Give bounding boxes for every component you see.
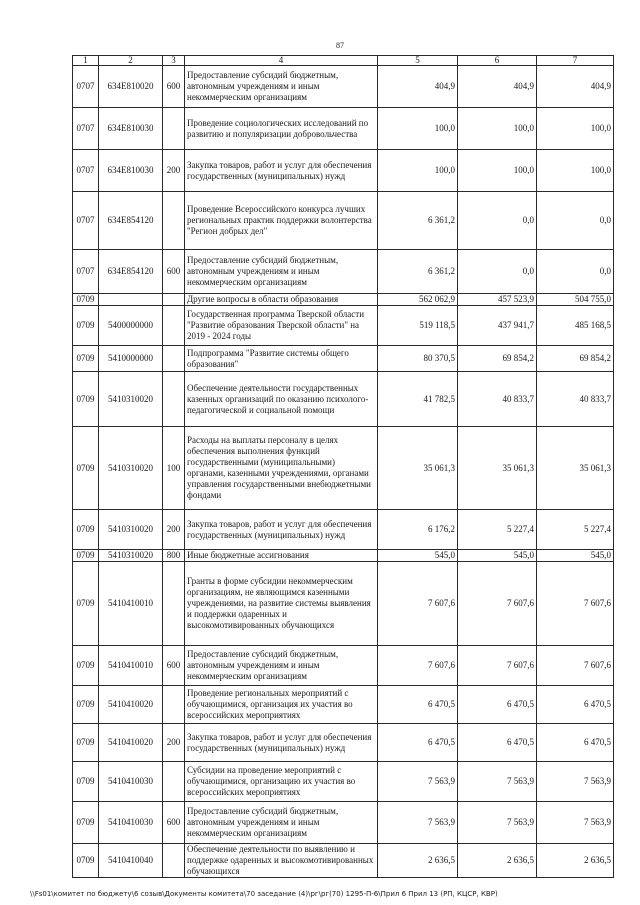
description-cell: Предоставление субсидий бюджетным, автономным учреждениям и иным некоммерческим организациям (185, 646, 378, 686)
amount-year2-cell: 7 563,9 (458, 762, 537, 802)
expense-type-cell (163, 762, 185, 802)
table-row (73, 802, 614, 844)
table-row (73, 306, 614, 346)
amount-year2-cell: 545,0 (458, 550, 537, 562)
section-code-cell: 0707 (73, 108, 99, 150)
section-code-cell: 0707 (73, 66, 99, 108)
amount-year3-cell: 504 755,0 (537, 294, 614, 306)
column-header: 3 (163, 56, 185, 66)
amount-year1-cell: 6 176,2 (378, 510, 458, 550)
table-body (73, 66, 614, 878)
amount-year2-cell: 40 833,7 (458, 372, 537, 427)
target-article-cell: 5410310020 (99, 427, 163, 510)
description-cell: Субсидии на проведение мероприятий с обучающимися, организацию их участия во всероссийских мероприятиях (185, 762, 378, 802)
section-code-cell: 0709 (73, 372, 99, 427)
page-number: 87 (336, 41, 344, 50)
description-cell: Проведение социологических исследований по развитию и популяризации добровольчества (185, 108, 378, 150)
column-header: 6 (458, 56, 537, 66)
table-row (73, 562, 614, 646)
amount-year2-cell: 457 523,9 (458, 294, 537, 306)
description-cell: Расходы на выплаты персоналу в целях обеспечения выполнения функций государственными (муниципальными) органами, казенными учреждениями, органами управления государственными внебюджетными фондами (185, 427, 378, 510)
table-row (73, 372, 614, 427)
target-article-cell: 634E810020 (99, 66, 163, 108)
amount-year2-cell: 0,0 (458, 250, 537, 294)
amount-year2-cell: 2 636,5 (458, 844, 537, 878)
expense-type-cell: 600 (163, 802, 185, 844)
amount-year2-cell: 35 061,3 (458, 427, 537, 510)
amount-year3-cell: 485 168,5 (537, 306, 614, 346)
table-row (73, 510, 614, 550)
amount-year2-cell: 7 563,9 (458, 802, 537, 844)
target-article-cell: 634E854120 (99, 250, 163, 294)
section-code-cell: 0709 (73, 802, 99, 844)
description-cell: Закупка товаров, работ и услуг для обеспечения государственных (муниципальных) нужд (185, 150, 378, 192)
budget-table (72, 55, 614, 878)
amount-year1-cell: 100,0 (378, 150, 458, 192)
target-article-cell: 5400000000 (99, 306, 163, 346)
description-cell: Предоставление субсидий бюджетным, автономным учреждениям и иным некоммерческим организациям (185, 802, 378, 844)
description-cell: Предоставление субсидий бюджетным, автономным учреждениям и иным некоммерческим организациям (185, 250, 378, 294)
expense-type-cell (163, 306, 185, 346)
target-article-cell: 5410410010 (99, 562, 163, 646)
amount-year3-cell: 35 061,3 (537, 427, 614, 510)
description-cell: Обеспечение деятельности по выявлению и поддержке одаренных и высокомотивированных обучающихся (185, 844, 378, 878)
expense-type-cell (163, 844, 185, 878)
description-cell: Проведение региональных мероприятий с обучающимися, организация их участия во всероссийских мероприятиях (185, 686, 378, 724)
target-article-cell: 5410000000 (99, 346, 163, 372)
target-article-cell: 5410310020 (99, 372, 163, 427)
section-code-cell: 0709 (73, 427, 99, 510)
description-cell: Другие вопросы в области образования (185, 294, 378, 306)
amount-year1-cell: 100,0 (378, 108, 458, 150)
amount-year2-cell: 6 470,5 (458, 724, 537, 762)
column-header: 7 (537, 56, 614, 66)
amount-year1-cell: 2 636,5 (378, 844, 458, 878)
description-cell: Проведение Всероссийского конкурса лучших региональных практик поддержки волонтерства "Регион добрых дел" (185, 192, 378, 250)
section-code-cell: 0709 (73, 294, 99, 306)
column-header: 2 (99, 56, 163, 66)
expense-type-cell: 600 (163, 646, 185, 686)
expense-type-cell (163, 372, 185, 427)
target-article-cell: 5410410020 (99, 724, 163, 762)
amount-year2-cell: 5 227,4 (458, 510, 537, 550)
amount-year2-cell: 69 854,2 (458, 346, 537, 372)
amount-year1-cell: 519 118,5 (378, 306, 458, 346)
amount-year3-cell: 100,0 (537, 108, 614, 150)
description-cell: Государственная программа Тверской области "Развитие образования Тверской области" на 2019 - 2024 годы (185, 306, 378, 346)
table-row (73, 66, 614, 108)
amount-year3-cell: 7 563,9 (537, 802, 614, 844)
section-code-cell: 0709 (73, 510, 99, 550)
amount-year1-cell: 7 563,9 (378, 802, 458, 844)
description-cell: Закупка товаров, работ и услуг для обеспечения государственных (муниципальных) нужд (185, 724, 378, 762)
amount-year1-cell: 6 470,5 (378, 724, 458, 762)
amount-year1-cell: 6 361,2 (378, 192, 458, 250)
section-code-cell: 0709 (73, 346, 99, 372)
table-row (73, 108, 614, 150)
target-article-cell: 5410310020 (99, 510, 163, 550)
section-code-cell: 0709 (73, 686, 99, 724)
amount-year1-cell: 545,0 (378, 550, 458, 562)
amount-year3-cell: 545,0 (537, 550, 614, 562)
amount-year2-cell: 437 941,7 (458, 306, 537, 346)
expense-type-cell (163, 562, 185, 646)
amount-year3-cell: 40 833,7 (537, 372, 614, 427)
expense-type-cell (163, 346, 185, 372)
expense-type-cell: 800 (163, 550, 185, 562)
amount-year1-cell: 404,9 (378, 66, 458, 108)
amount-year3-cell: 2 636,5 (537, 844, 614, 878)
amount-year1-cell: 35 061,3 (378, 427, 458, 510)
target-article-cell: 5410410040 (99, 844, 163, 878)
description-cell: Предоставление субсидий бюджетным, автономным учреждениям и иным некоммерческим организациям (185, 66, 378, 108)
amount-year2-cell: 404,9 (458, 66, 537, 108)
amount-year2-cell: 0,0 (458, 192, 537, 250)
file-path-footer: \\Fs01\комитет по бюджету\6 созыв\Документы комитета\70 заседание (4)\рг\рг(70) 1295-П-6\Прил 6 Прил 13 (РП, КЦСР, КВР) (30, 890, 498, 898)
amount-year3-cell: 7 607,6 (537, 646, 614, 686)
description-cell: Обеспечение деятельности государственных казенных организаций по оказанию психолого-педагогической и социальной помощи (185, 372, 378, 427)
target-article-cell: 5410310020 (99, 550, 163, 562)
section-code-cell: 0707 (73, 192, 99, 250)
amount-year1-cell: 7 607,6 (378, 646, 458, 686)
amount-year3-cell: 0,0 (537, 192, 614, 250)
expense-type-cell: 200 (163, 724, 185, 762)
target-article-cell: 634E810030 (99, 108, 163, 150)
table-row (73, 550, 614, 562)
expense-type-cell: 200 (163, 150, 185, 192)
expense-type-cell: 100 (163, 427, 185, 510)
table-header-row (73, 56, 614, 66)
amount-year1-cell: 7 607,6 (378, 562, 458, 646)
table-row (73, 192, 614, 250)
description-cell: Гранты в форме субсидии некоммерческим организациям, не являющимся казенными учреждениями, на развитие системы выявления и поддержки одаренных и высокомотивированных обучающихся (185, 562, 378, 646)
amount-year3-cell: 6 470,5 (537, 724, 614, 762)
amount-year1-cell: 6 470,5 (378, 686, 458, 724)
column-header: 4 (185, 56, 378, 66)
table-row (73, 686, 614, 724)
amount-year1-cell: 562 062,9 (378, 294, 458, 306)
table-row (73, 427, 614, 510)
target-article-cell: 634E810030 (99, 150, 163, 192)
table-row (73, 150, 614, 192)
target-article-cell: 634E854120 (99, 192, 163, 250)
amount-year1-cell: 80 370,5 (378, 346, 458, 372)
section-code-cell: 0709 (73, 550, 99, 562)
description-cell: Закупка товаров, работ и услуг для обеспечения государственных (муниципальных) нужд (185, 510, 378, 550)
column-header: 1 (73, 56, 99, 66)
amount-year2-cell: 7 607,6 (458, 562, 537, 646)
amount-year2-cell: 7 607,6 (458, 646, 537, 686)
column-header: 5 (378, 56, 458, 66)
amount-year3-cell: 0,0 (537, 250, 614, 294)
table-row (73, 346, 614, 372)
section-code-cell: 0709 (73, 306, 99, 346)
amount-year1-cell: 6 361,2 (378, 250, 458, 294)
expense-type-cell (163, 192, 185, 250)
section-code-cell: 0709 (73, 562, 99, 646)
section-code-cell: 0709 (73, 646, 99, 686)
table-row (73, 646, 614, 686)
table-row (73, 724, 614, 762)
amount-year1-cell: 7 563,9 (378, 762, 458, 802)
section-code-cell: 0709 (73, 762, 99, 802)
amount-year3-cell: 7 563,9 (537, 762, 614, 802)
section-code-cell: 0709 (73, 844, 99, 878)
amount-year3-cell: 6 470,5 (537, 686, 614, 724)
expense-type-cell (163, 294, 185, 306)
section-code-cell: 0709 (73, 724, 99, 762)
table-row (73, 294, 614, 306)
target-article-cell: 5410410010 (99, 646, 163, 686)
table-row (73, 844, 614, 878)
target-article-cell (99, 294, 163, 306)
amount-year3-cell: 69 854,2 (537, 346, 614, 372)
section-code-cell: 0707 (73, 150, 99, 192)
amount-year2-cell: 100,0 (458, 108, 537, 150)
expense-type-cell: 600 (163, 66, 185, 108)
expense-type-cell (163, 108, 185, 150)
expense-type-cell: 200 (163, 510, 185, 550)
amount-year3-cell: 404,9 (537, 66, 614, 108)
target-article-cell: 5410410030 (99, 802, 163, 844)
amount-year2-cell: 100,0 (458, 150, 537, 192)
amount-year2-cell: 6 470,5 (458, 686, 537, 724)
amount-year3-cell: 5 227,4 (537, 510, 614, 550)
table-row (73, 762, 614, 802)
amount-year3-cell: 7 607,6 (537, 562, 614, 646)
table-row (73, 250, 614, 294)
target-article-cell: 5410410030 (99, 762, 163, 802)
section-code-cell: 0707 (73, 250, 99, 294)
description-cell: Подпрограмма "Развитие системы общего образования" (185, 346, 378, 372)
amount-year1-cell: 41 782,5 (378, 372, 458, 427)
expense-type-cell: 600 (163, 250, 185, 294)
expense-type-cell (163, 686, 185, 724)
target-article-cell: 5410410020 (99, 686, 163, 724)
description-cell: Иные бюджетные ассигнования (185, 550, 378, 562)
amount-year3-cell: 100,0 (537, 150, 614, 192)
